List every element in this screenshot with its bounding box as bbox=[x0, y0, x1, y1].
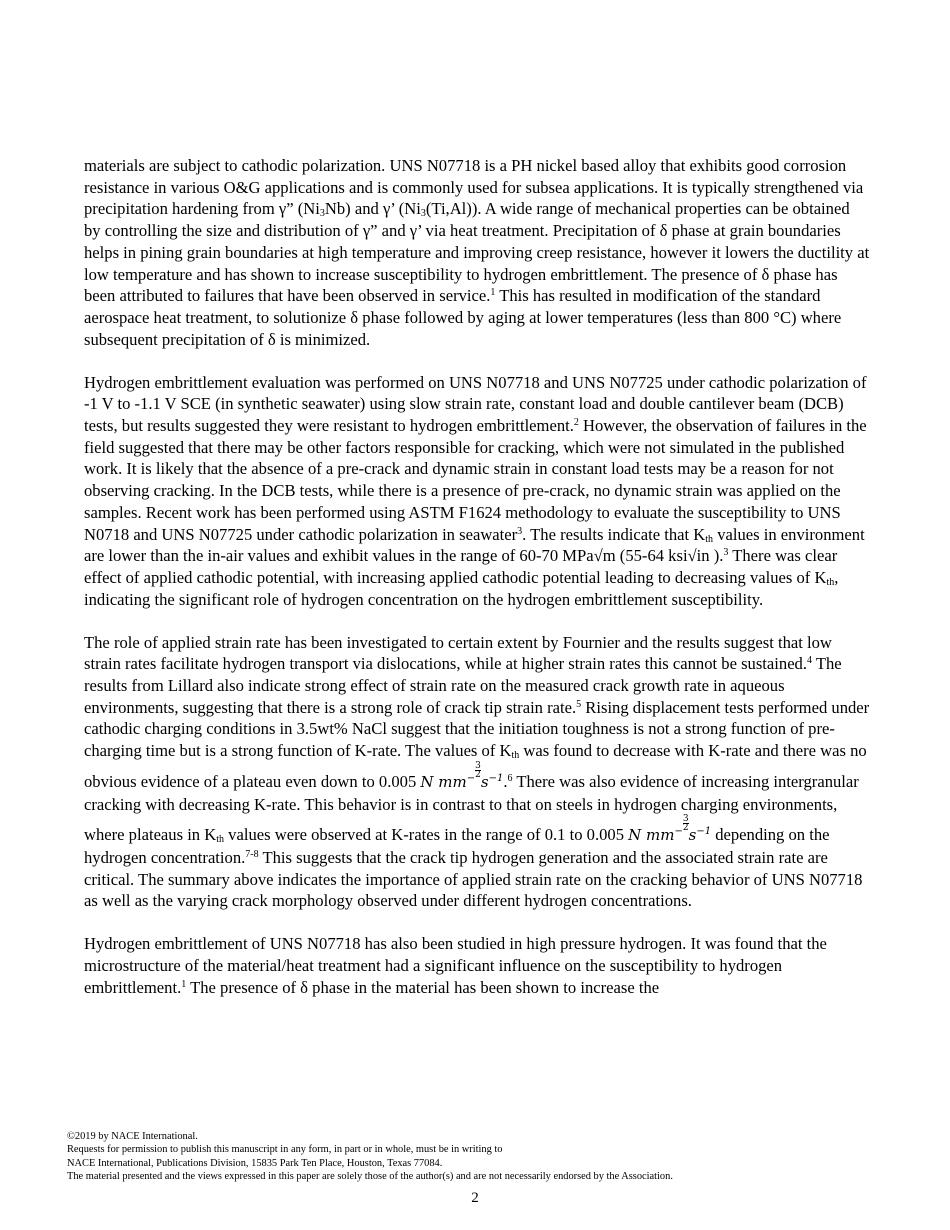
text-run: The role of applied strain rate has been investigated to certain extent by Fournier and the results suggest that low strain rates facilitate hydrogen transport via dislocations, while at higher strain rates this cannot be sustained. bbox=[84, 632, 832, 674]
unit-exponent: − 3 2 bbox=[674, 814, 689, 838]
text-run: Hydrogen embrittlement evaluation was performed on UNS N07718 and UNS N07725 under cathodic polarization of -1 V to -1.1 V SCE (in synthetic seawater) using slow strain rate, constant load and double cantilever beam (DCB) tests, but results suggested they were resistant to hydrogen embrittlement. bbox=[84, 372, 867, 436]
text-run: There was clear effect of applied cathodic potential, with increasing applied cathodic potential leading to decreasing values of K bbox=[84, 546, 838, 587]
footer-line: Requests for permission to publish this manuscript in any form, in part or in whole, must be in writing to bbox=[67, 1144, 503, 1156]
citation-superscript: 7-8 bbox=[245, 848, 259, 860]
paragraph bbox=[84, 933, 870, 998]
unit-exponent: −1 bbox=[488, 772, 504, 784]
text-run: Rising displacement tests performed under cathodic charging conditions in 3.5wt% NaCl suggest that the initiation toughness is not a strong function of pre-charging time but is a strong function of K-rate. The values of K bbox=[84, 697, 870, 761]
citation-superscript: 1 bbox=[490, 287, 496, 299]
footer-line: ©2019 by NACE International. bbox=[67, 1131, 198, 1142]
text-run: , indicating the significant role of hydrogen concentration on the hydrogen embrittlement susceptibility. bbox=[84, 567, 839, 609]
citation-superscript: 6 bbox=[507, 772, 513, 784]
text-run: values in environment are lower than the in-air values and exhibit values in the range of 60-70 MPa√m (55-64 ksi√in ). bbox=[84, 524, 865, 566]
unit-seconds: s bbox=[480, 772, 489, 791]
subscript: 3 bbox=[319, 208, 325, 220]
text-run: This suggests that the crack tip hydrogen generation and the associated strain rate are critical. The summary above indicates the importance of applied strain rate on the cracking behavior of UNS N07718 as well as the varying crack morphology observed under different hydrogen concentrations. bbox=[84, 847, 863, 911]
text-run: materials are subject to cathodic polarization. UNS N07718 is a PH nickel based alloy that exhibits good corrosion resistance in various O&G applications and is commonly used for subsea applications. It is typically strengthened via precipitation hardening from γ” (Ni bbox=[84, 156, 864, 219]
copyright-footer bbox=[67, 1130, 887, 1184]
unit-seconds: s bbox=[688, 826, 697, 845]
citation-superscript: 4 bbox=[807, 655, 813, 667]
footer-line: The material presented and the views expressed in this paper are solely those of the author(s) and are not necessarily endorsed by the Association. bbox=[67, 1171, 673, 1183]
strain-rate-unit bbox=[420, 760, 504, 791]
text-run: was found to decrease with K-rate and there was no obvious evidence of a plateau even down to 0.005 bbox=[84, 741, 867, 791]
paragraph bbox=[84, 155, 870, 350]
text-run: This has resulted in modification of the standard aerospace heat treatment, to solutionize δ phase followed by aging at lower temperatures (less than 800 °C) where subsequent precipitation of δ is minimized. bbox=[84, 286, 842, 349]
citation-superscript: 3 bbox=[723, 547, 729, 559]
subscript: th bbox=[511, 750, 520, 762]
paragraph bbox=[84, 632, 870, 912]
subscript: th bbox=[216, 834, 225, 846]
text-run: Hydrogen embrittlement of UNS N07718 has also been studied in high pressure hydrogen. It was found that the microstructure of the material/heat treatment had a significant influence on the susceptibility to hydrogen embrittlement. bbox=[84, 934, 827, 997]
strain-rate-unit bbox=[628, 814, 712, 845]
unit-base: N mm bbox=[628, 826, 675, 845]
subscript: 3 bbox=[420, 208, 426, 220]
text-run: values were observed at K-rates in the range of 0.1 to 0.005 bbox=[224, 825, 629, 845]
text-run: There was also evidence of increasing intergranular cracking with decreasing K-rate. This behavior is in contrast to that on steels in hydrogen charging environments, where plateaus in K bbox=[84, 771, 859, 845]
text-run: . The results indicate that K bbox=[522, 524, 706, 544]
text-run: The results from Lillard also indicate strong effect of strain rate on the measured crack growth rate in aqueous environments, suggesting that there is a strong role of crack tip strain rate. bbox=[84, 654, 842, 717]
citation-superscript: 5 bbox=[576, 698, 582, 710]
citation-superscript: 2 bbox=[573, 417, 579, 429]
subscript: th bbox=[705, 533, 714, 545]
page-number: 2 bbox=[471, 1190, 479, 1206]
text-run: The presence of δ phase in the material has been shown to increase the bbox=[186, 977, 660, 997]
text-run: However, the observation of failures in the field suggested that there may be other factors responsible for cracking, which were not simulated in the published work. It is likely that the absence of a pre-crack and dynamic strain in constant load tests may be a reason for not observing cracking. In the DCB tests, while there is a presence of pre-crack, no dynamic strain was applied on the samples. Recent work has been performed using ASTM F1624 methodology to evaluate the susceptibility to UNS N0718 and UNS N07725 under cathodic polarization in seawater bbox=[84, 416, 867, 544]
text-run: depending on the hydrogen concentration. bbox=[84, 825, 830, 867]
text-run: (Ti,Al)). A wide range of mechanical properties can be obtained by controlling the size and distribution of γ” and γ’ via heat treatment. Precipitation of δ phase at grain boundaries helps in pining grain boundaries at high temperature and improving creep resistance, however it lowers the ductility at low temperature and has shown to increase susceptibility to hydrogen embrittlement. The presence of δ phase has been attributed to failures that have been observed in service. bbox=[84, 199, 870, 306]
citation-superscript: 1 bbox=[181, 978, 187, 990]
unit-base: N mm bbox=[420, 772, 467, 791]
paragraph bbox=[84, 372, 870, 611]
citation-superscript: 3 bbox=[517, 525, 523, 537]
unit-exponent: −1 bbox=[696, 826, 712, 838]
subscript: th bbox=[826, 576, 835, 588]
text-run: . bbox=[503, 771, 508, 791]
footer-line: NACE International, Publications Division, 15835 Park Ten Place, Houston, Texas 77084. bbox=[67, 1157, 443, 1169]
body-text bbox=[84, 155, 870, 999]
unit-exponent: − 3 2 bbox=[466, 760, 481, 784]
text-run: Nb) and γ’ (Ni bbox=[324, 199, 421, 219]
